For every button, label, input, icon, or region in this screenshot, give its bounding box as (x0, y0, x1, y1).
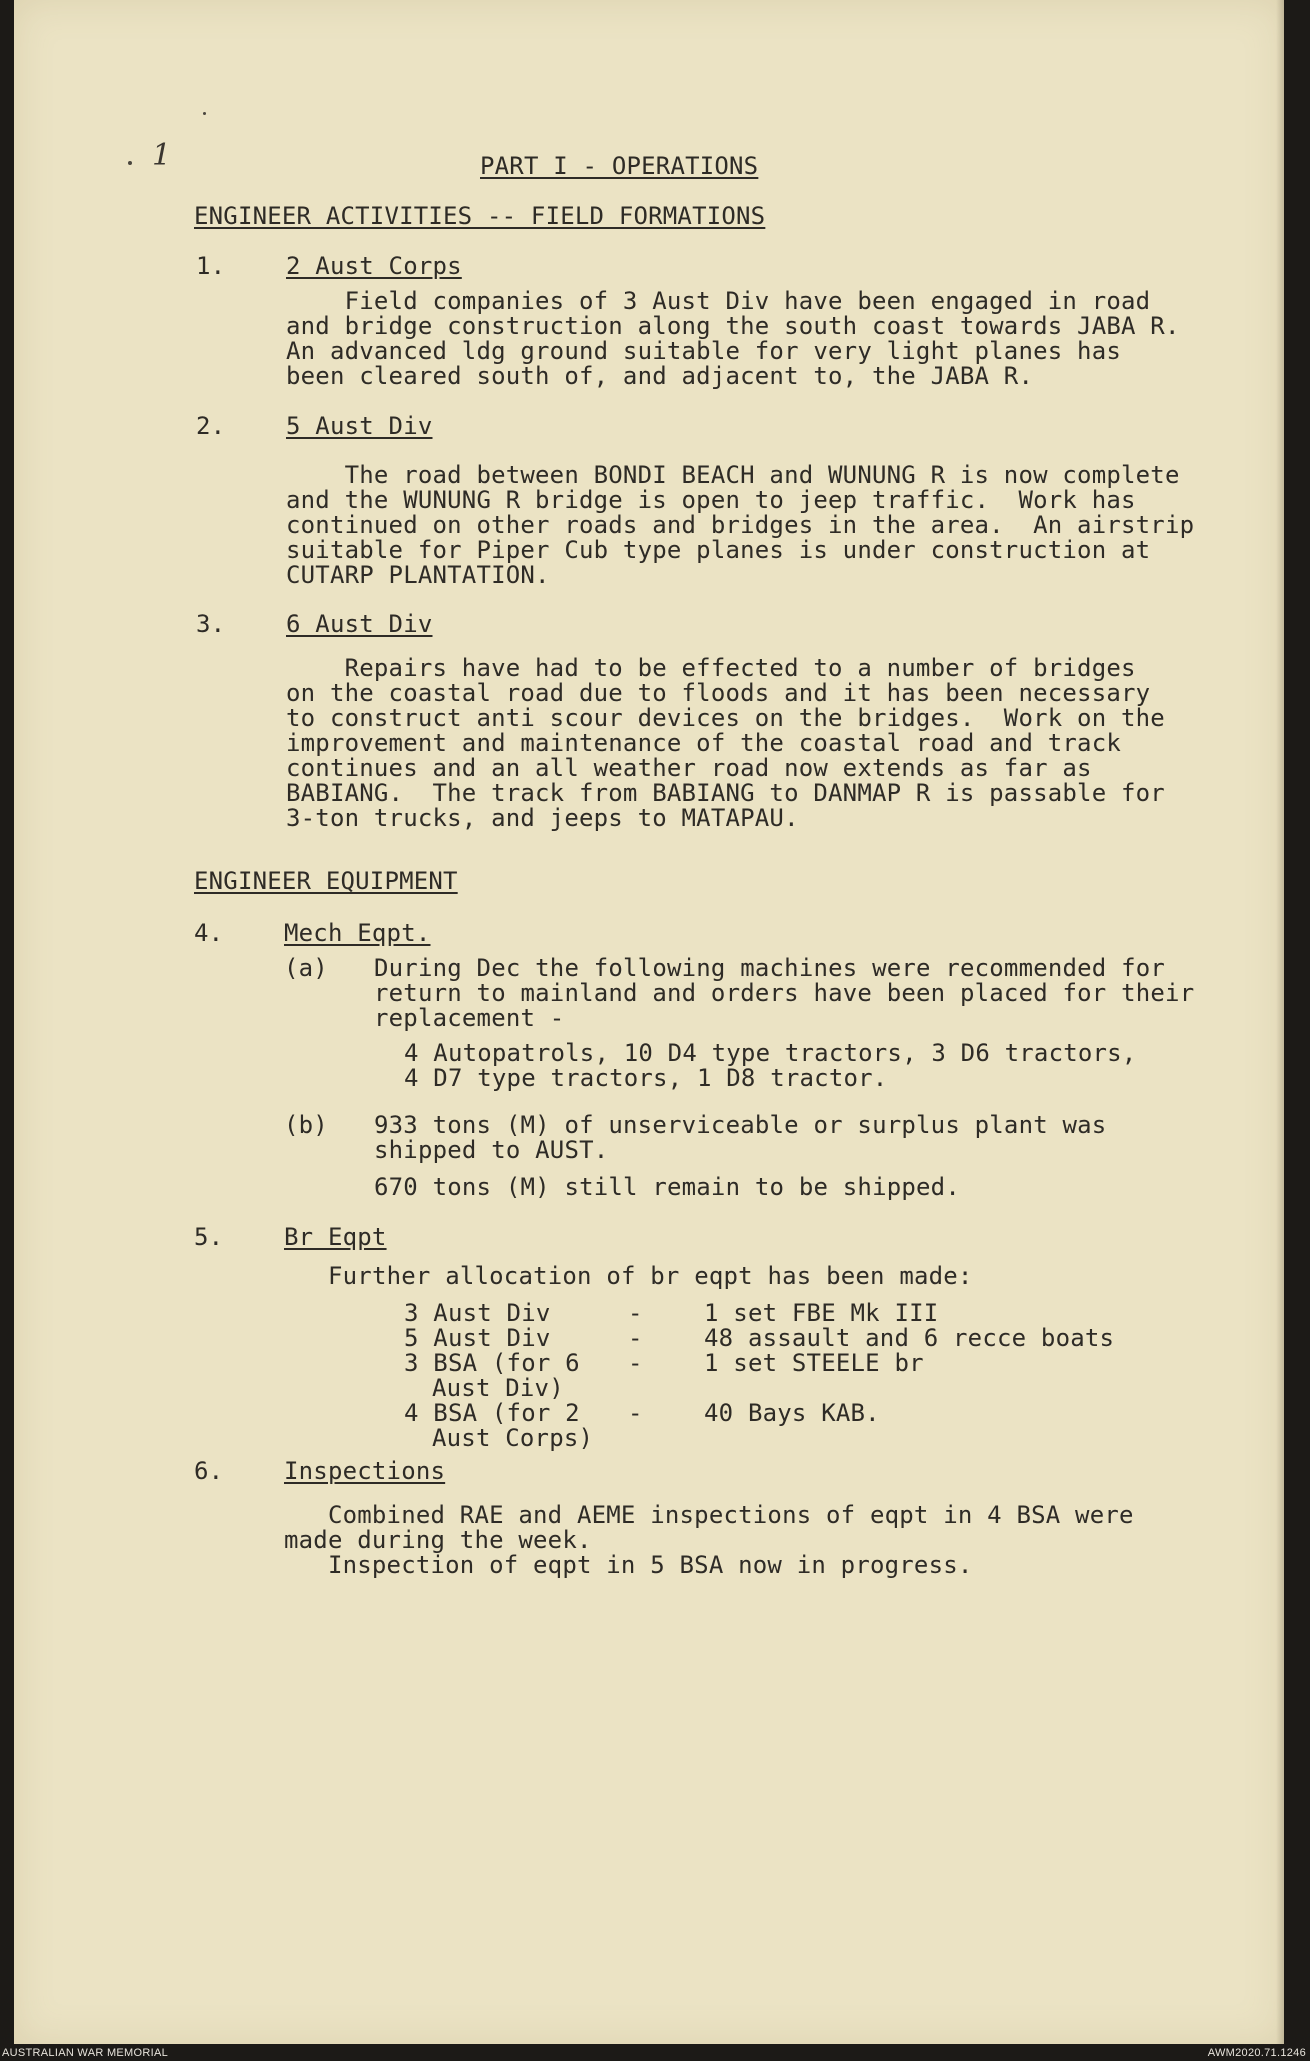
item-number: 6. (194, 1457, 224, 1485)
item-heading: Mech Eqpt. (284, 919, 431, 947)
paragraph-line: An advanced ldg ground suitable for very light planes has (286, 337, 1122, 365)
item-number: 3. (196, 610, 226, 638)
punch-dot (128, 161, 132, 165)
allocation-dash: - (628, 1399, 643, 1427)
subitem-label: (b) (284, 1111, 328, 1139)
footer-accession-number: AWM2020.71.1246 (1207, 2047, 1306, 2059)
paragraph-line: CUTARP PLANTATION. (286, 561, 550, 589)
footer-source: AUSTRALIAN WAR MEMORIAL (2, 2047, 169, 2059)
allocation-dash: - (628, 1299, 643, 1327)
paragraph-line: made during the week. (284, 1526, 592, 1554)
allocation-unit-cont: Aust Div) (432, 1374, 564, 1402)
paragraph-line: continued on other roads and bridges in the area. An airstrip (286, 511, 1195, 539)
list-line: 4 Autopatrols, 10 D4 type tractors, 3 D6 tractors, (404, 1039, 1137, 1067)
allocation-value: 1 set FBE Mk III (704, 1299, 939, 1327)
item-heading: 6 Aust Div (286, 610, 433, 638)
paragraph-line: improvement and maintenance of the coastal road and track (286, 729, 1122, 757)
item-number: 5. (194, 1223, 224, 1251)
paragraph-line: BABIANG. The track from BABIANG to DANMAP R is passable for (286, 779, 1165, 807)
paragraph-line: Combined RAE and AEME inspections of eqpt in 4 BSA were (284, 1501, 1134, 1529)
allocation-unit: 4 BSA (for 2 (404, 1399, 580, 1427)
punch-dot (203, 112, 206, 115)
allocation-value: 40 Bays KAB. (704, 1399, 880, 1427)
section-heading-engineer-equipment: ENGINEER EQUIPMENT (194, 867, 458, 895)
paragraph-line: Further allocation of br eqpt has been made: (328, 1262, 973, 1290)
section-heading-field-formations: ENGINEER ACTIVITIES -- FIELD FORMATIONS (194, 202, 766, 230)
paragraph-line: to construct anti scour devices on the bridges. Work on the (286, 704, 1165, 732)
allocation-unit: 3 BSA (for 6 (404, 1349, 580, 1377)
paragraph-line: replacement - (374, 1004, 565, 1032)
item-heading: Inspections (284, 1457, 446, 1485)
item-number: 2. (196, 412, 226, 440)
item-heading: Br Eqpt (284, 1223, 387, 1251)
item-number: 4. (194, 919, 224, 947)
allocation-unit: 3 Aust Div (404, 1299, 551, 1327)
allocation-dash: - (628, 1349, 643, 1377)
paragraph-line: The road between BONDI BEACH and WUNUNG R is now complete (286, 461, 1180, 489)
paragraph-line: Field companies of 3 Aust Div have been engaged in road (286, 287, 1151, 315)
paragraph-line: on the coastal road due to floods and it has been necessary (286, 679, 1151, 707)
paragraph-line: suitable for Piper Cub type planes is under construction at (286, 536, 1151, 564)
paragraph-line: return to mainland and orders have been placed for their (374, 979, 1195, 1007)
part-title: PART I - OPERATIONS (480, 152, 759, 180)
paragraph-line: continues and an all weather road now extends as far as (286, 754, 1092, 782)
paragraph-line: and the WUNUNG R bridge is open to jeep traffic. Work has (286, 486, 1136, 514)
paragraph-line: shipped to AUST. (374, 1136, 609, 1164)
allocation-unit-cont: Aust Corps) (432, 1424, 594, 1452)
list-line: 4 D7 type tractors, 1 D8 tractor. (404, 1064, 888, 1092)
margin-handwritten-mark: 1 (152, 138, 172, 173)
allocation-unit: 5 Aust Div (404, 1324, 551, 1352)
paragraph-line: and bridge construction along the south coast towards JABA R. (286, 312, 1180, 340)
allocation-dash: - (628, 1324, 643, 1352)
subitem-label: (a) (284, 954, 328, 982)
item-heading: 5 Aust Div (286, 412, 433, 440)
paragraph-line: Repairs have had to be effected to a number of bridges (286, 654, 1136, 682)
allocation-value: 48 assault and 6 recce boats (704, 1324, 1115, 1352)
paragraph-line: 3-ton trucks, and jeeps to MATAPAU. (286, 804, 799, 832)
paragraph-line: Inspection of eqpt in 5 BSA now in progress. (284, 1551, 973, 1579)
item-heading: 2 Aust Corps (286, 252, 462, 280)
paragraph-line: 670 tons (M) still remain to be shipped. (374, 1173, 960, 1201)
item-number: 1. (196, 252, 226, 280)
paragraph-line: been cleared south of, and adjacent to, the JABA R. (286, 362, 1034, 390)
paragraph-line: During Dec the following machines were recommended for (374, 954, 1166, 982)
paragraph-line: 933 tons (M) of unserviceable or surplus plant was (374, 1111, 1107, 1139)
allocation-value: 1 set STEELE br (704, 1349, 924, 1377)
page-edge-shadow (1276, 0, 1284, 2044)
